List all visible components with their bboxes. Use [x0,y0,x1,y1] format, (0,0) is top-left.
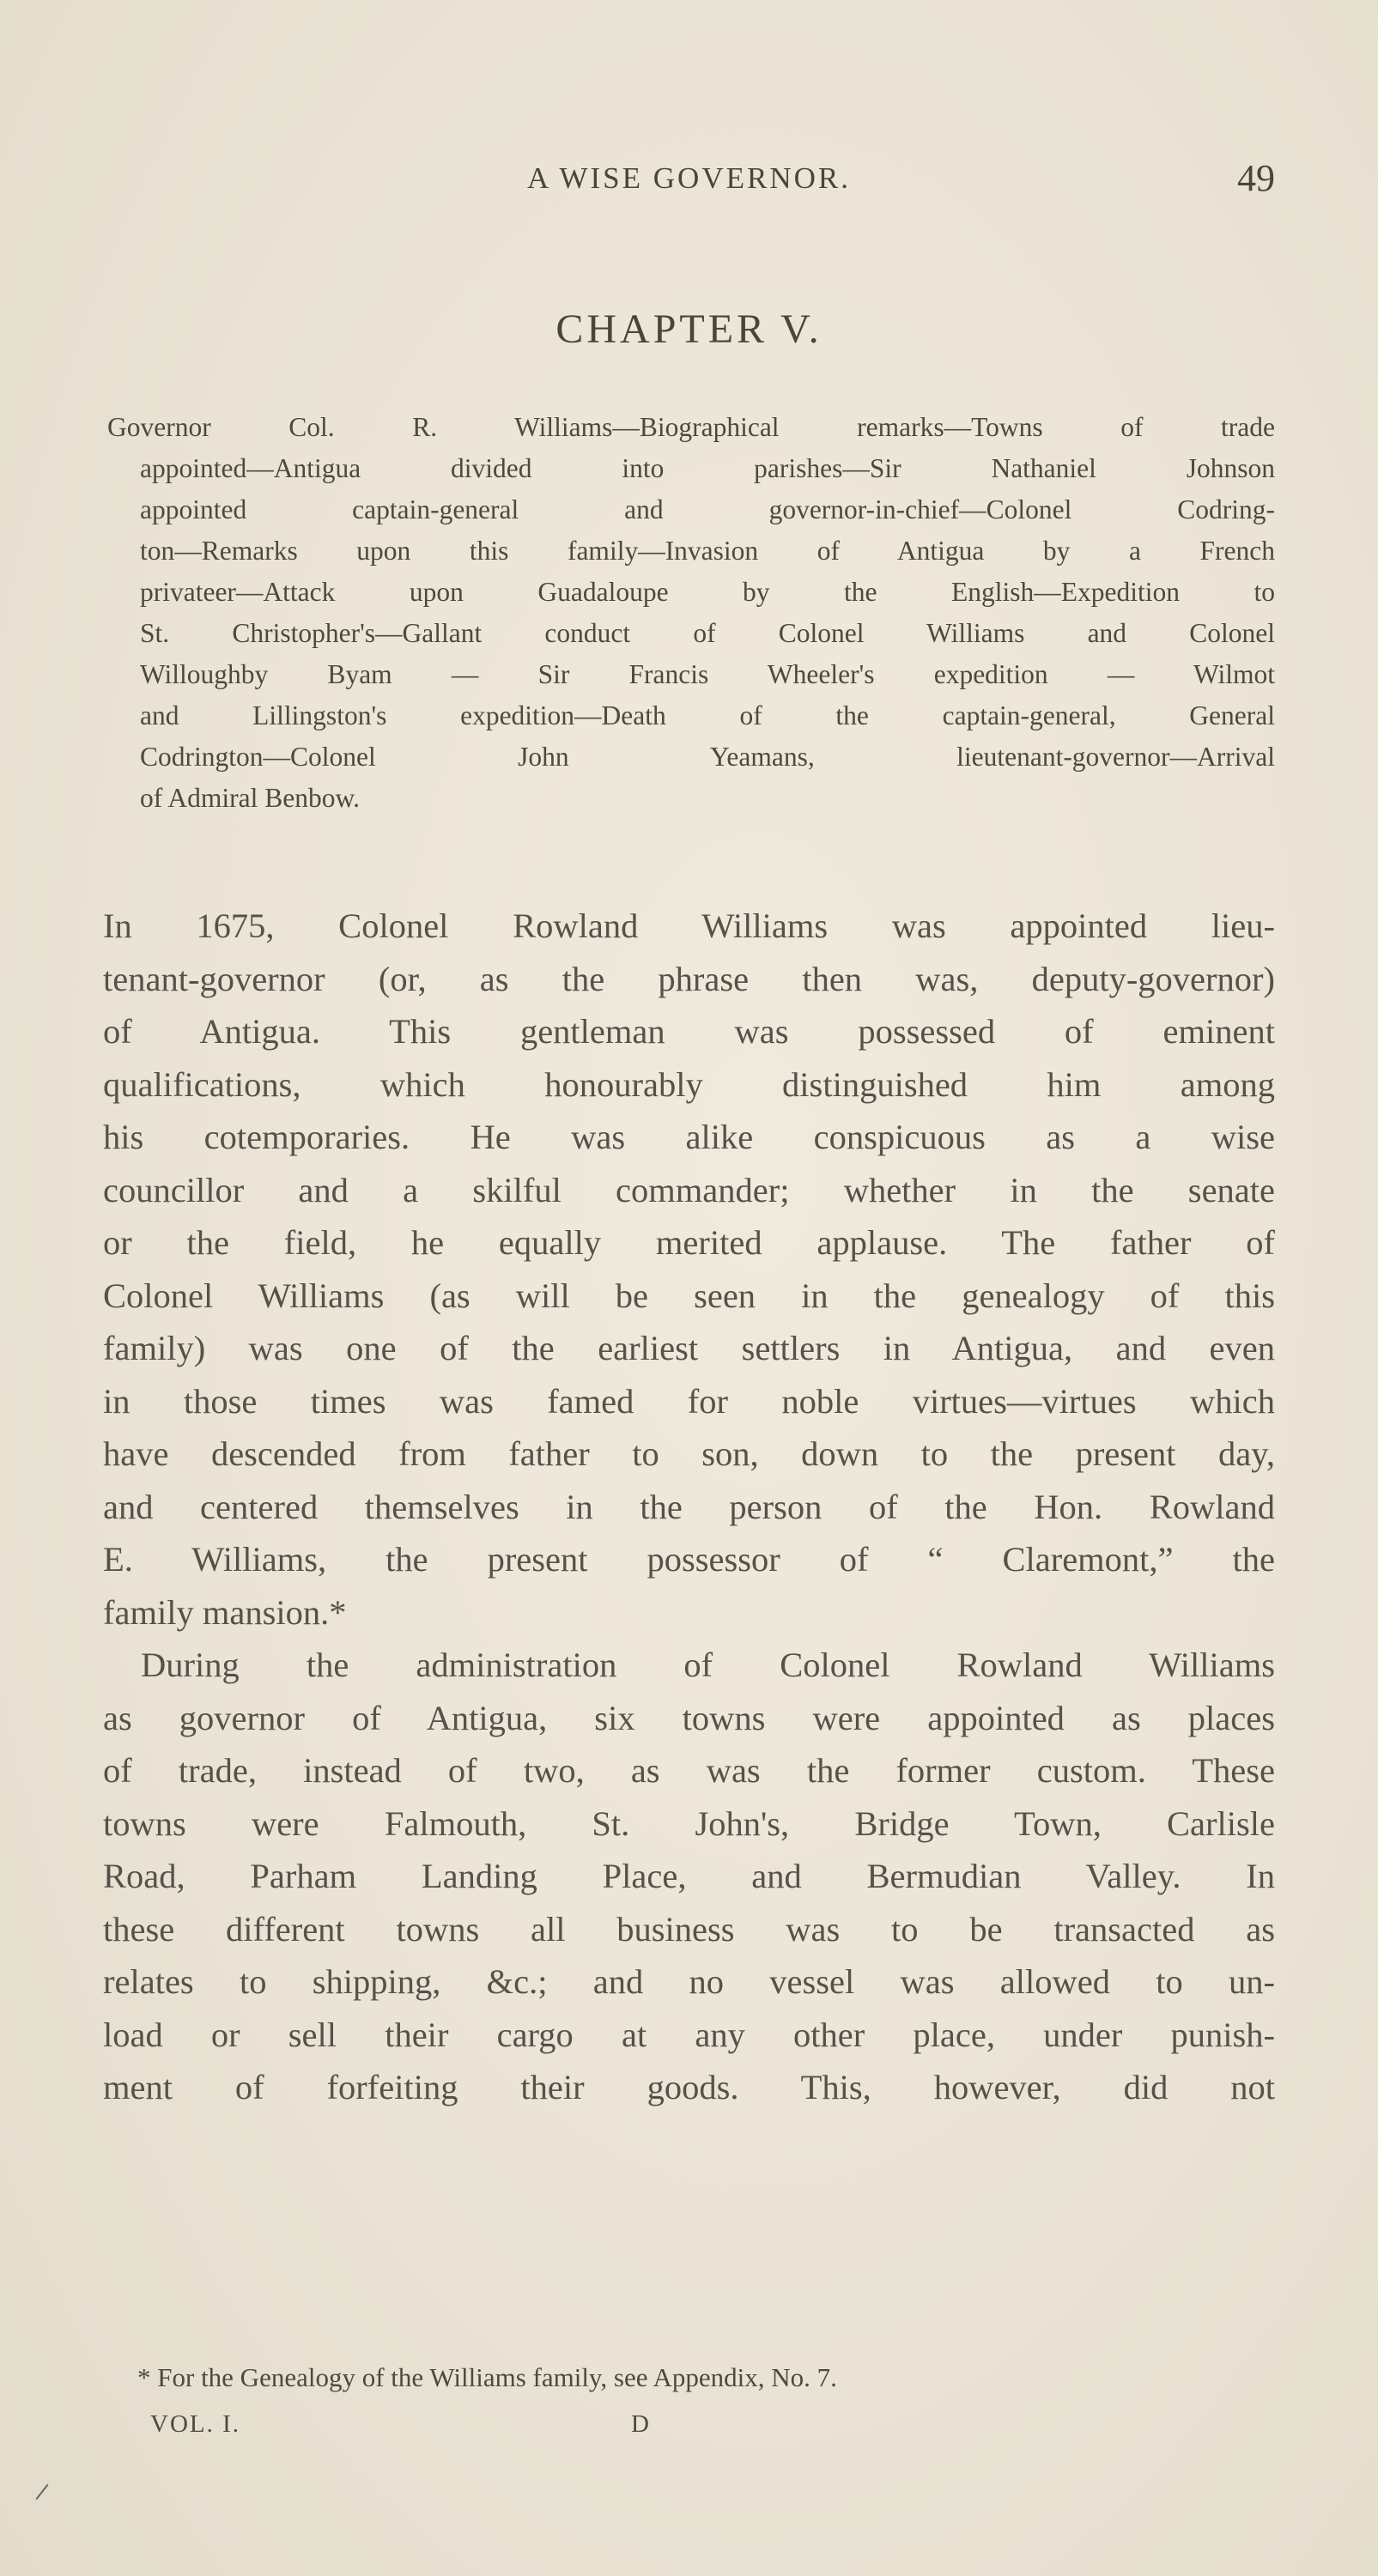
body-line: of Antigua. This gentleman was possessed of eminent [103,1012,1275,1051]
synopsis-line: Codrington—Colonel John Yeamans, lieutenant-governor—Arrival [140,742,1275,772]
body-line: in those times was famed for noble virtues—virtues which [103,1381,1275,1421]
synopsis-line: Willoughby Byam — Sir Francis Wheeler's expedition — Wilmot [140,659,1275,689]
body-line: ment of forfeiting their goods. This, however, did not [103,2068,1275,2106]
footnote: * For the Genealogy of the Williams family, see Appendix, No. 7. [137,2362,837,2392]
paragraph-2 [103,1639,1275,2114]
body-line: qualifications, which honourably distinguished him among [103,1064,1275,1104]
running-head [0,157,1378,213]
body-line: tenant-governor (or, as the phrase then was, deputy-governor) [103,959,1275,998]
running-head-title: A WISE GOVERNOR. [527,161,851,195]
body-line: Colonel Williams (as will be seen in the genealogy of this [103,1276,1275,1315]
body-text [103,900,1275,2114]
body-line: councillor and a skilful commander; whether in the senate [103,1170,1275,1209]
synopsis-line: St. Christopher's—Gallant conduct of Colonel Williams and Colonel [140,618,1275,648]
body-line: During the administration of Colonel Rowland Williams [141,1646,1275,1684]
synopsis-line: of Admiral Benbow. [140,783,361,813]
synopsis-line: and Lillingston's expedition—Death of the captain-general, General [140,700,1275,730]
synopsis-line: Governor Col. R. Williams—Biographical remarks—Towns of trade [107,412,1275,442]
body-line: and centered themselves in the person of the Hon. Rowland [103,1487,1275,1526]
paragraph-1 [103,900,1275,1639]
body-line: family mansion.* [103,1592,347,1632]
stray-pencil-mark [35,2484,48,2500]
synopsis-line: appointed captain-general and governor-in-chief—Colonel Codring- [140,494,1275,524]
body-line: as governor of Antigua, six towns were appointed as places [103,1698,1275,1737]
chapter-synopsis [107,407,1275,819]
body-line: load or sell their cargo at any other place, under punish- [103,2015,1275,2054]
body-line: his cotemporaries. He was alike conspicuous as a wise [103,1118,1275,1156]
synopsis-line: privateer—Attack upon Guadaloupe by the English—Expedition to [140,577,1275,607]
signature-mark: D [631,2410,649,2438]
body-line: family) was one of the earliest settlers in Antigua, and even [103,1329,1275,1367]
signature-row [0,2410,1378,2445]
synopsis-line: ton—Remarks upon this family—Invasion of Antigua by a French [140,536,1275,566]
body-line: relates to shipping, &c.; and no vessel was allowed to un- [103,1962,1275,2001]
page-number: 49 [1237,157,1275,199]
body-line: In 1675, Colonel Rowland Williams was appointed lieu- [103,906,1275,945]
body-line: of trade, instead of two, as was the former custom. These [103,1751,1275,1790]
body-line: or the field, he equally merited applause. The father of [103,1223,1275,1262]
body-line: these different towns all business was to be transacted as [103,1909,1275,1949]
body-line: E. Williams, the present possessor of “ Claremont,” the [103,1540,1275,1579]
body-line: towns were Falmouth, St. John's, Bridge Town, Carlisle [103,1803,1275,1843]
volume-mark: VOL. I. [150,2410,241,2438]
chapter-heading: CHAPTER V. [555,306,823,352]
body-line: Road, Parham Landing Place, and Bermudian Valley. In [103,1857,1275,1895]
synopsis-line: appointed—Antigua divided into parishes—Sir Nathaniel Johnson [140,453,1275,483]
body-line: have descended from father to son, down to the present day, [103,1434,1275,1473]
